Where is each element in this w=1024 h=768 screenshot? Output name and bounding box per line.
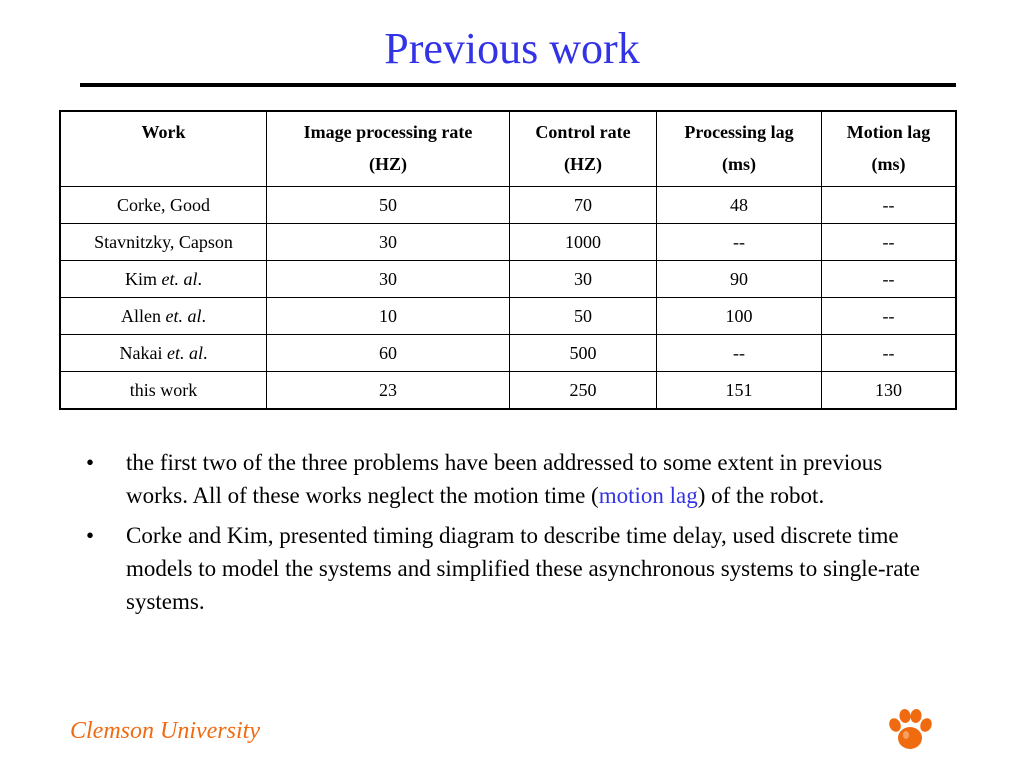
cell-work: Stavnitzky, Capson bbox=[60, 224, 267, 261]
table-row bbox=[60, 372, 956, 410]
title-divider bbox=[80, 83, 956, 87]
table-row bbox=[60, 261, 956, 298]
cell-image-rate: 50 bbox=[267, 187, 510, 224]
cell-image-rate: 60 bbox=[267, 335, 510, 372]
cell-processing-lag: 151 bbox=[657, 372, 822, 410]
motion-lag-highlight: motion lag bbox=[598, 483, 698, 508]
cell-work: Nakai et. al. bbox=[60, 335, 267, 372]
bullet-text-tail: ) of the robot. bbox=[697, 483, 825, 508]
cell-processing-lag: 90 bbox=[657, 261, 822, 298]
table-row bbox=[60, 187, 956, 224]
cell-motion-lag: -- bbox=[822, 335, 957, 372]
cell-work: Kim et. al. bbox=[60, 261, 267, 298]
header-control-rate: Control rate (HZ) bbox=[510, 111, 657, 187]
cell-image-rate: 10 bbox=[267, 298, 510, 335]
cell-processing-lag: 48 bbox=[657, 187, 822, 224]
cell-motion-lag: -- bbox=[822, 261, 957, 298]
cell-work: this work bbox=[60, 372, 267, 410]
bullet-dot-icon: • bbox=[86, 450, 95, 475]
header-processing-lag: Processing lag (ms) bbox=[657, 111, 822, 187]
cell-control-rate: 30 bbox=[510, 261, 657, 298]
footer-university-name: Clemson University bbox=[70, 718, 260, 744]
cell-motion-lag: -- bbox=[822, 224, 957, 261]
header-motion-lag: Motion lag (ms) bbox=[822, 111, 957, 187]
cell-control-rate: 1000 bbox=[510, 224, 657, 261]
cell-work: Corke, Good bbox=[60, 187, 267, 224]
slide-title: Previous work bbox=[384, 24, 640, 73]
bullet-text: Corke and Kim, presented timing diagram to describe time delay, used discrete time models to model the systems and simplified these asynchronous systems to single-rate systems. bbox=[126, 523, 921, 614]
cell-control-rate: 70 bbox=[510, 187, 657, 224]
bullet-list bbox=[86, 446, 946, 625]
cell-image-rate: 30 bbox=[267, 261, 510, 298]
cell-processing-lag: -- bbox=[657, 224, 822, 261]
cell-motion-lag: 130 bbox=[822, 372, 957, 410]
cell-motion-lag: -- bbox=[822, 187, 957, 224]
table-row bbox=[60, 335, 956, 372]
tiger-paw-icon bbox=[886, 708, 934, 752]
previous-work-table bbox=[59, 110, 957, 410]
bullet-item bbox=[86, 519, 946, 618]
cell-control-rate: 50 bbox=[510, 298, 657, 335]
cell-processing-lag: -- bbox=[657, 335, 822, 372]
table-header-row bbox=[60, 111, 956, 187]
bullet-dot-icon: • bbox=[86, 523, 95, 548]
cell-processing-lag: 100 bbox=[657, 298, 822, 335]
bullet-item bbox=[86, 446, 946, 512]
cell-motion-lag: -- bbox=[822, 298, 957, 335]
table-row bbox=[60, 224, 956, 261]
cell-control-rate: 250 bbox=[510, 372, 657, 410]
cell-work: Allen et. al. bbox=[60, 298, 267, 335]
cell-control-rate: 500 bbox=[510, 335, 657, 372]
header-image-processing-rate: Image processing rate (HZ) bbox=[267, 111, 510, 187]
cell-image-rate: 30 bbox=[267, 224, 510, 261]
bullet-text: the first two of the three problems have been addressed to some extent in previous works. All of these works neglect the motion time ( bbox=[126, 450, 883, 508]
table-row bbox=[60, 298, 956, 335]
cell-image-rate: 23 bbox=[267, 372, 510, 410]
header-work: Work bbox=[60, 111, 267, 187]
